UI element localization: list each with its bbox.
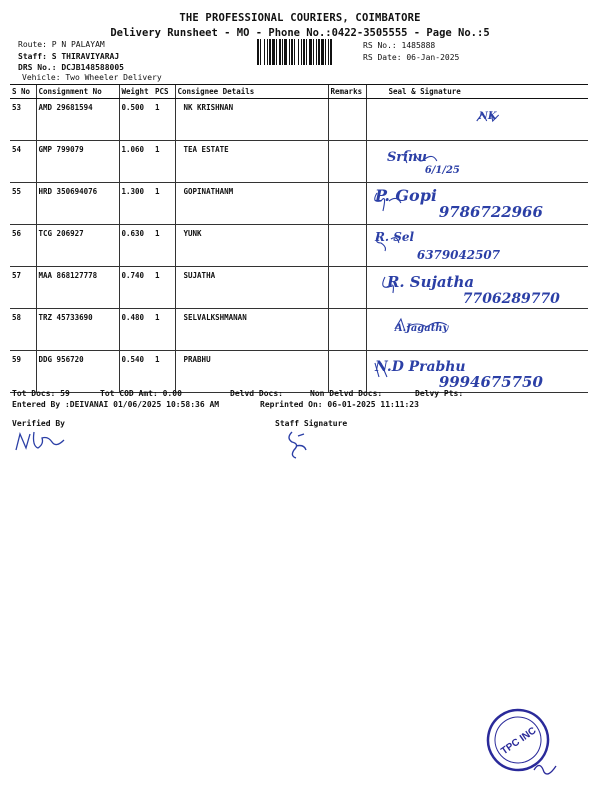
barcode-bar — [279, 39, 281, 65]
table-row — [10, 99, 588, 141]
header-consignee: Consignee Details — [175, 85, 328, 99]
rs-number: RS No.: 1485888 — [363, 41, 436, 50]
row-pcs: 1 — [153, 225, 175, 267]
row-weight: 0.740 — [119, 267, 153, 309]
signature-text: NK — [478, 110, 497, 123]
reprinted-on: Reprinted On: 06-01-2025 11:11:23 — [260, 400, 419, 409]
row-seal-signature — [366, 99, 588, 141]
barcode-bar — [330, 39, 332, 65]
signature-text: Srinu — [386, 149, 427, 166]
row-remarks — [328, 267, 366, 309]
row-sno: 57 — [10, 267, 36, 309]
row-consignee: GOPINATHANM — [175, 183, 328, 225]
table-row — [10, 183, 588, 225]
table-row — [10, 309, 588, 351]
row-pcs: 1 — [153, 309, 175, 351]
row-remarks — [328, 183, 366, 225]
header-pcs: PCS — [153, 85, 175, 99]
row-pcs: 1 — [153, 183, 175, 225]
row-sno: 56 — [10, 225, 36, 267]
row-consignment: DDG 956720 — [36, 351, 119, 393]
row-weight: 0.500 — [119, 99, 153, 141]
barcode-bar — [289, 39, 290, 65]
header-seal-signature: Seal & Signature — [366, 85, 588, 99]
row-sno: 58 — [10, 309, 36, 351]
staff-signature-label: Staff Signature — [275, 419, 348, 428]
company-seal-stamp — [478, 700, 558, 780]
barcode-bar — [257, 39, 259, 65]
header-weight: Weight — [119, 85, 153, 99]
barcode-bar — [269, 39, 271, 65]
barcode-bar — [328, 39, 329, 65]
company-title: THE PROFESSIONAL COURIERS, COIMBATORE — [179, 12, 421, 24]
staff-label: Staff: S THIRAVIYARAJ — [18, 52, 120, 61]
table-row — [10, 225, 588, 267]
barcode-bar — [272, 39, 275, 65]
signature-text: P. Gopi — [374, 185, 437, 206]
non-delivered-docs: Non Delvd Docs: — [310, 389, 383, 398]
signature-phone: 9994675750 — [438, 372, 543, 392]
signature-phone: 6/1/25 — [424, 164, 460, 177]
header-sno: S No — [10, 85, 36, 99]
row-seal-signature — [366, 351, 588, 393]
barcode-bar — [316, 39, 317, 65]
verified-signature — [12, 428, 72, 454]
barcode-bar — [284, 39, 287, 65]
row-seal-signature — [366, 225, 588, 267]
row-pcs: 1 — [153, 351, 175, 393]
row-consignment: GMP 799079 — [36, 141, 119, 183]
runsheet-table — [10, 84, 588, 393]
vehicle-label: Vehicle: Two Wheeler Delivery — [22, 73, 162, 82]
runsheet-subtitle: Delivery Runsheet - MO - Phone No.:0422-3505555 - Page No.:5 — [110, 27, 490, 39]
row-consignee: NK KRISHNAN — [175, 99, 328, 141]
header-remarks: Remarks — [328, 85, 366, 99]
row-seal-signature — [366, 141, 588, 183]
entered-by: Entered By :DEIVANAI 01/06/2025 10:58:36 AM — [12, 400, 220, 409]
drs-label: DRS No.: DCJB148588005 — [18, 63, 124, 72]
signature-text: R. Sel — [374, 229, 414, 245]
staff-signature-mark — [282, 428, 312, 462]
row-consignee: SELVALKSHMANAN — [175, 309, 328, 351]
row-weight: 0.630 — [119, 225, 153, 267]
signature-text: N.D Prabhu — [374, 358, 466, 376]
row-consignment: AMD 29681594 — [36, 99, 119, 141]
row-remarks — [328, 309, 366, 351]
barcode-bar — [298, 39, 299, 65]
row-weight: 1.060 — [119, 141, 153, 183]
barcode-bar — [294, 39, 295, 65]
row-remarks — [328, 99, 366, 141]
barcode-bar — [264, 39, 265, 65]
total-cod: Tot COD Amt: 0.00 — [100, 389, 182, 398]
table-header-row — [10, 85, 588, 99]
row-consignee: YUNK — [175, 225, 328, 267]
row-seal-signature — [366, 183, 588, 225]
signature-text: A.Jagathy — [394, 322, 448, 335]
barcode-bar — [318, 39, 320, 65]
row-weight: 0.540 — [119, 351, 153, 393]
signature-phone: 6379042507 — [416, 247, 500, 263]
row-consignment: TRZ 45733690 — [36, 309, 119, 351]
row-weight: 1.300 — [119, 183, 153, 225]
delivered-docs: Delvd Docs: — [230, 389, 283, 398]
row-seal-signature — [366, 309, 588, 351]
barcode-bar — [276, 39, 277, 65]
stamp-text: TPC INC — [499, 725, 539, 758]
header-consignment: Consignment No — [36, 85, 119, 99]
signature-phone: 9786722966 — [438, 202, 543, 222]
barcode-bar — [306, 39, 307, 65]
row-pcs: 1 — [153, 267, 175, 309]
row-consignee: PRABHU — [175, 351, 328, 393]
barcode-bar — [325, 39, 326, 65]
barcode-bar — [291, 39, 293, 65]
barcode-bar — [309, 39, 312, 65]
table-row — [10, 351, 588, 393]
row-consignee: SUJATHA — [175, 267, 328, 309]
barcode-bar — [301, 39, 302, 65]
row-consignment: TCG 206927 — [36, 225, 119, 267]
row-sno: 54 — [10, 141, 36, 183]
signature-text: R. Sujatha — [386, 272, 474, 292]
row-consignment: HRD 350694076 — [36, 183, 119, 225]
route-label: Route: P N PALAYAM — [18, 40, 105, 49]
total-docs: Tot Docs: 59 — [12, 389, 70, 398]
verified-by-label: Verified By — [12, 419, 65, 428]
row-seal-signature — [366, 267, 588, 309]
row-pcs: 1 — [153, 141, 175, 183]
barcode-bar — [303, 39, 305, 65]
table-row — [10, 141, 588, 183]
delivery-points: Delvy Pts: — [415, 389, 464, 398]
row-remarks — [328, 225, 366, 267]
barcode-bar — [313, 39, 314, 65]
row-weight: 0.480 — [119, 309, 153, 351]
table-row — [10, 267, 588, 309]
row-pcs: 1 — [153, 99, 175, 141]
barcode-bar — [321, 39, 324, 65]
barcode-bar — [267, 39, 268, 65]
row-sno: 55 — [10, 183, 36, 225]
row-sno: 53 — [10, 99, 36, 141]
row-remarks — [328, 351, 366, 393]
row-consignment: MAA 868127778 — [36, 267, 119, 309]
row-sno: 59 — [10, 351, 36, 393]
row-remarks — [328, 141, 366, 183]
row-consignee: TEA ESTATE — [175, 141, 328, 183]
barcode-bar — [260, 39, 261, 65]
barcode-graphic — [257, 39, 357, 65]
rs-date: RS Date: 06-Jan-2025 — [363, 53, 460, 62]
barcode-bar — [282, 39, 283, 65]
signature-phone: 7706289770 — [462, 290, 560, 308]
